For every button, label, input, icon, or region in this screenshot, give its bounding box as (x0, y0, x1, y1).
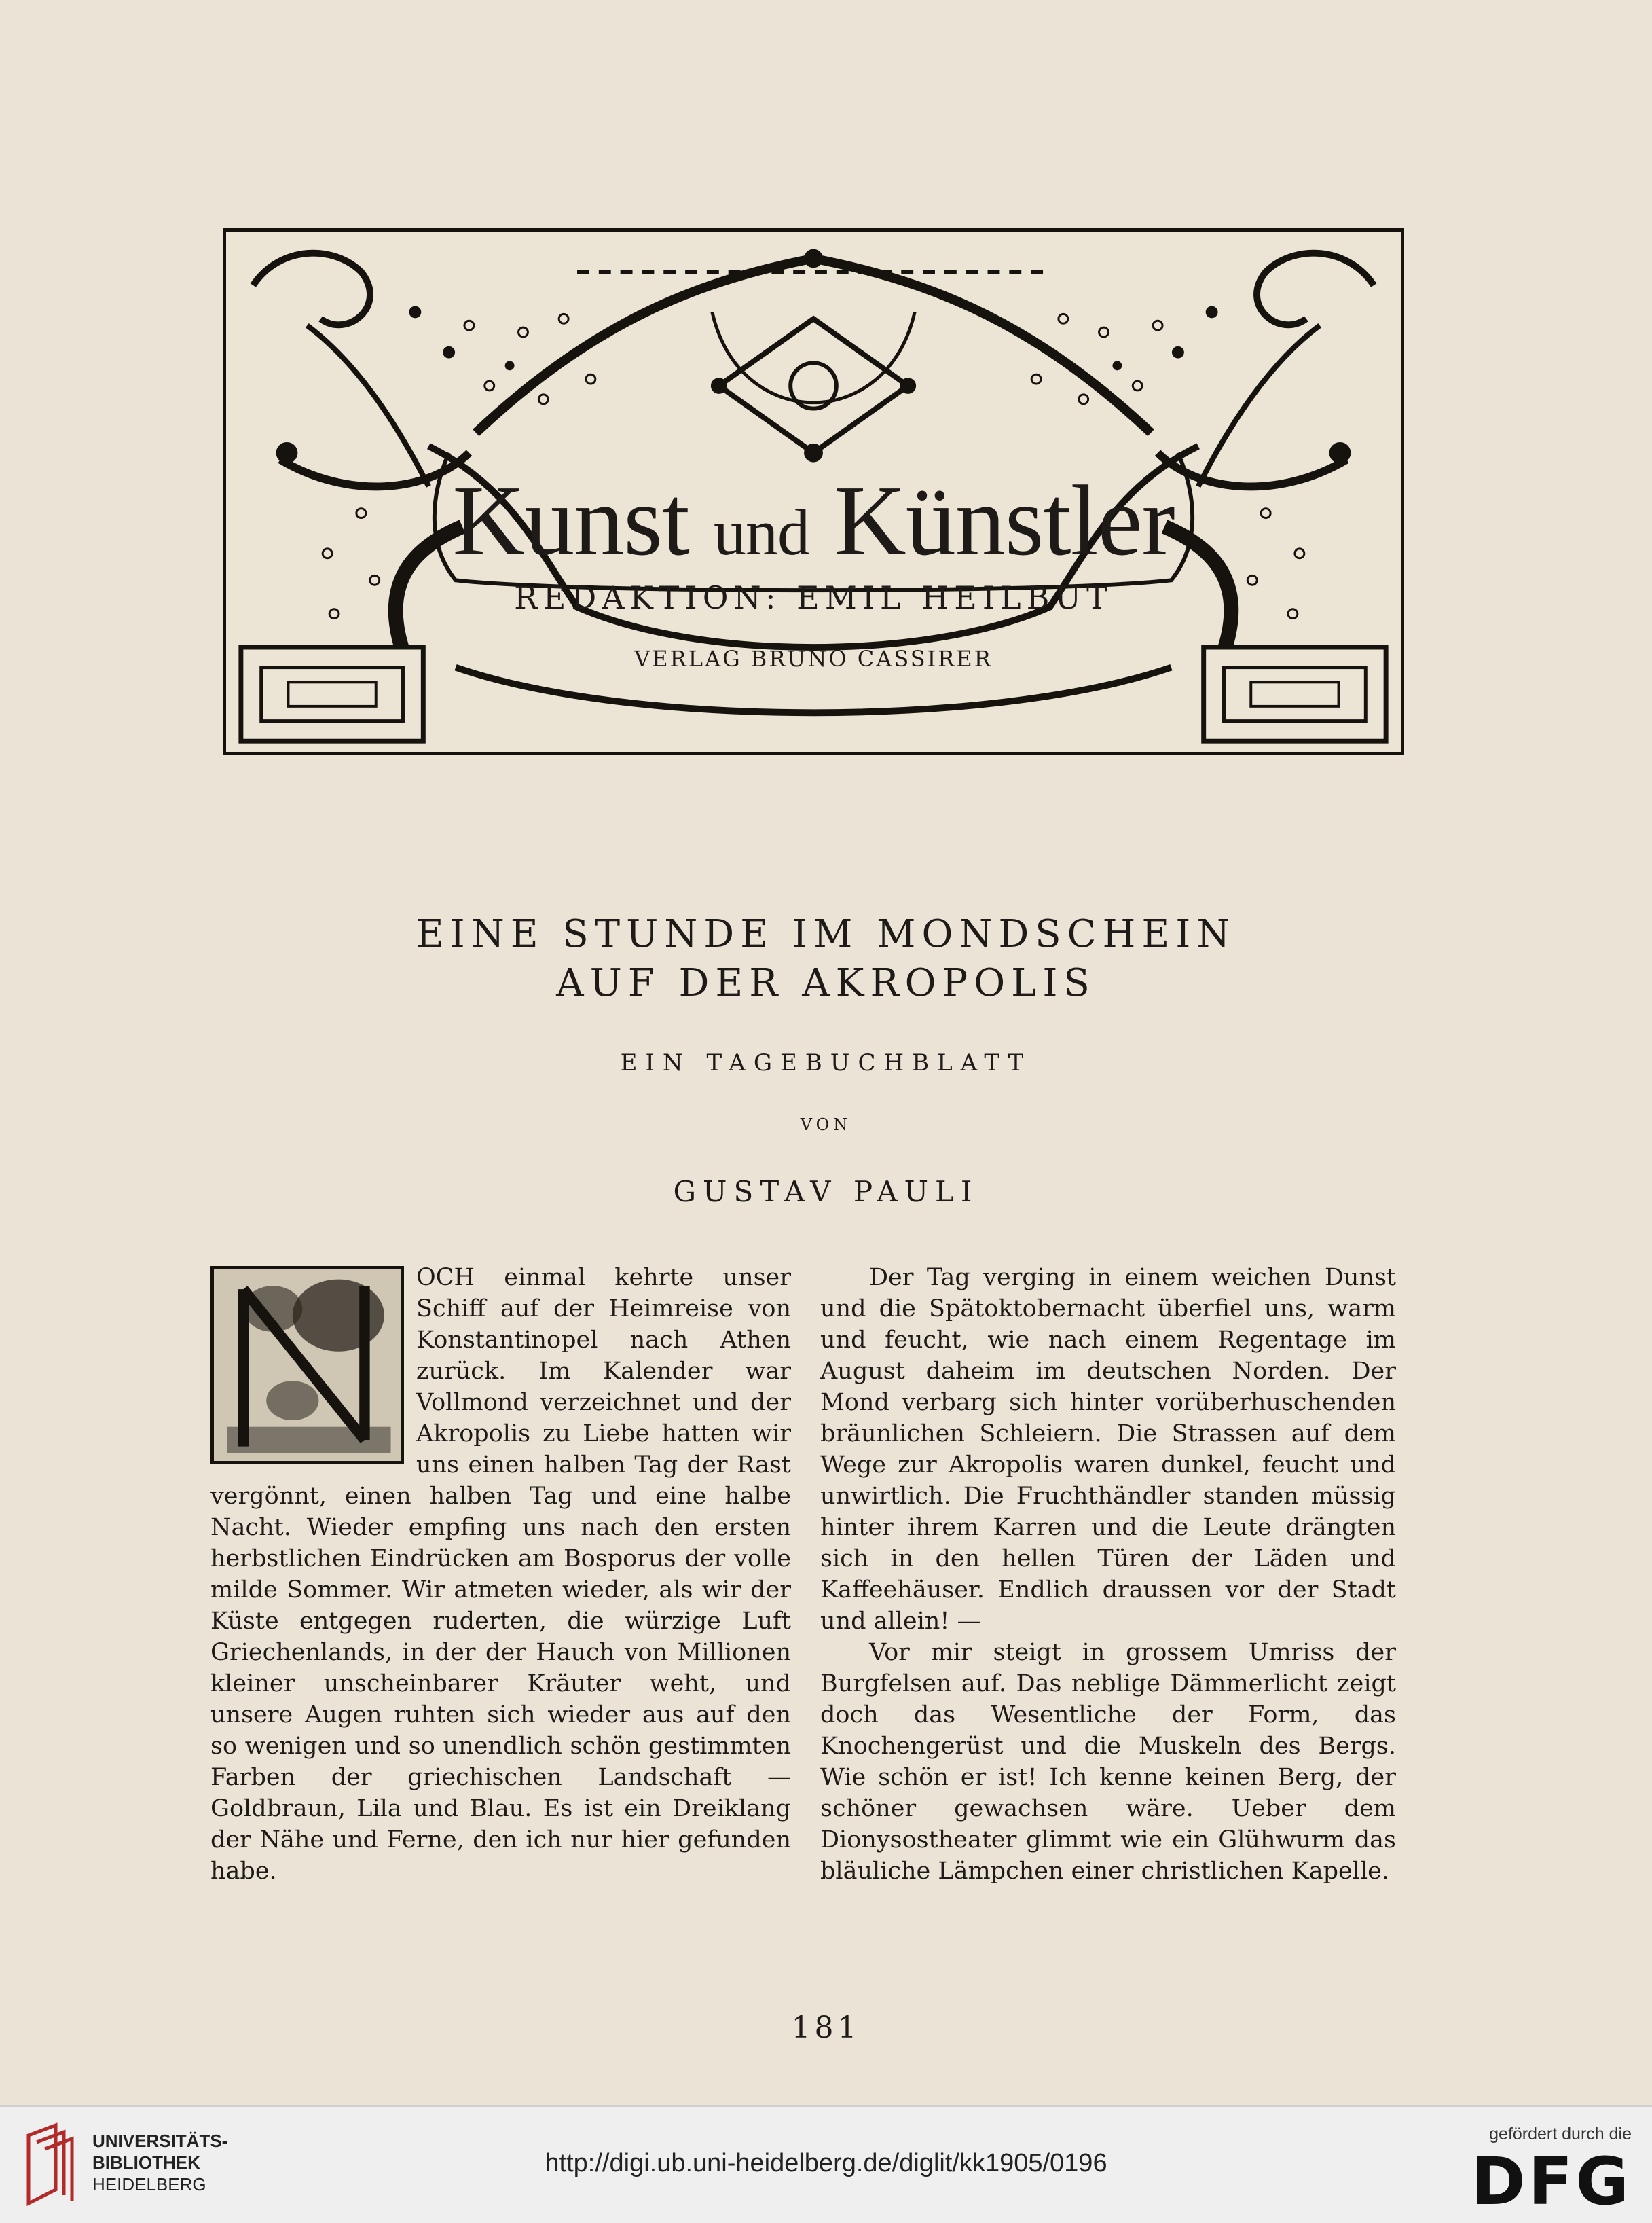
byline-von: VON (800, 1115, 852, 1134)
article-title-line2: AUF DER AKROPOLIS (556, 961, 1096, 1005)
dfg-logo[interactable]: DFG (1471, 2144, 1632, 2220)
masthead-ornament (223, 228, 1404, 755)
source-url-link[interactable]: http://digi.ub.uni-heidelberg.de/diglit/kk1905/0196 (545, 2149, 1107, 2177)
article-author: GUSTAV PAULI (673, 1175, 979, 1208)
decorated-initial-n-image (210, 1266, 404, 1464)
page-number: 181 (791, 2010, 861, 2045)
library-name-line2: BIBLIOTHEK (92, 2152, 200, 2173)
editor-line: REDAKTION: EMIL HEILBUT (514, 579, 1113, 616)
article-title-line1: EINE STUNDE IM MONDSCHEIN (416, 912, 1236, 956)
paragraph-right-2: Vor mir steigt in grossem Umriss der Burgfelsen auf. Das neblige Dämmerlicht zeigt doch das Wesentliche der Form, das Knochengerüst und die Muskeln des Bergs. Wie schön er ist! Ich kenne keinen Berg, der schöner gewachsen wäre. Ueber dem Dionysostheater glimmt wie ein Glühwurm das bläuliche Lämpchen einer christlichen Kapelle. (820, 1639, 1396, 1885)
footer-bar (0, 2105, 1652, 2223)
publisher-line: VERLAG BRUNO CASSIRER (634, 646, 993, 672)
funder-label: gefördert durch die (1489, 2125, 1632, 2144)
paragraph-left: OCH einmal kehrte unser Schiff auf der Heimreise von Konstantinopel nach Athen zurück. Im Kalender war Vollmond verzeichnet und der Akropolis zu Liebe hatten wir uns einen halben Tag der Rast vergönnt, einen halben Tag und eine halbe Nacht. Wieder empfing uns nach den ersten herbstlichen Eindrücken am Bosporus der volle milde Sommer. Wir atmeten wieder, als wir der Küste entgegen ruderten, die würzige Luft Griechenlands, in der der Hauch von Millionen kleiner unscheinbarer Kräuter weht, und unsere Augen ruhten sich wieder aus auf den so wenigen und so unendlich schön gestimmten Farben der griechischen Landschaft — Goldbraun, Lila und Blau. Es ist ein Dreiklang der Nähe und Ferne, den ich nur hier gefunden habe. (210, 1264, 791, 1885)
paragraph-right-1: Der Tag verging in einem weichen Dunst und die Spätoktobernacht überfiel uns, warm und feucht, wie nach einem Regentage im August daheim im deutschen Norden. Der Mond verbarg sich hinter vorüberhuschenden bräunlichen Schleiern. Die Strassen auf dem Wege zur Akropolis waren dunkel, feucht und unwirtlich. Die Fruchthändler standen müssig hinter ihrem Karren und die Leute drängten sich in den hellen Türen der Läden und Kaffeehäuser. Endlich draussen vor der Stadt und allein! — (820, 1264, 1396, 1635)
library-name-line1: UNIVERSITÄTS- (92, 2131, 228, 2151)
text-column-left (210, 1262, 791, 1887)
library-name-line3: HEIDELBERG (92, 2174, 206, 2194)
text-column-right (820, 1262, 1396, 1887)
journal-title: Kunst und Künstler (452, 465, 1175, 577)
article-subtitle: EIN TAGEBUCHBLATT (620, 1049, 1032, 1077)
initial-illustration (214, 1269, 401, 1461)
